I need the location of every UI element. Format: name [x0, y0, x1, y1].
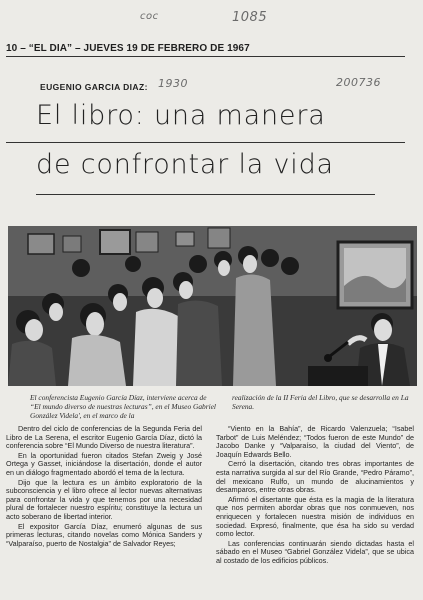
archive-note-number: 1085	[232, 10, 268, 25]
newspaper-header: 10 – “EL DIA” – JUEVES 19 DE FEBRERO DE 1967	[6, 43, 250, 54]
headline-line-1: El libro: una manera	[36, 100, 326, 131]
headline-rule	[6, 142, 405, 143]
archive-note-coc: coc	[140, 11, 159, 22]
article-column-2	[216, 425, 414, 566]
conference-photo-illustration	[8, 226, 417, 386]
photo-caption-right: realización de la II Feria del Libro, que se desarrolla en La Serena.	[232, 393, 409, 411]
article-photo	[8, 226, 417, 386]
paragraph: Afirmó el disertante que ésta es la magia de la literatura que nos permiten abordar obras que nos conmueven, nos enriquecen y fortalecen nuestra misión de individuos en sociedad. Expresó, finalmente, que ésa ha sido su verdad como lector.	[216, 494, 414, 539]
paragraph: “Viento en la Bahía”, de Ricardo Valenzuela; “Isabel Tarbot” de Luis Meléndez; “Todos fueron de este Mundo” de Jacobo Danke y “Valparaíso, la ciudad del Viento”, de Joaquín Edwards Bello.	[216, 424, 414, 459]
archive-note-year: 1930	[158, 77, 188, 90]
archive-note-catalog: 200736	[336, 76, 381, 89]
article-byline: EUGENIO GARCIA DIAZ:	[40, 82, 148, 92]
headline-underline	[36, 194, 375, 195]
paragraph: En la oportunidad fueron citados Stefan Zweig y José Ortega y Gasset, iniciándose la disertación, donde el autor en un diálogo fragmentado abordó el tema de la lectura.	[6, 450, 202, 477]
paragraph: Las conferencias continuarán siendo dictadas hasta el sábado en el Museo “Gabriel González Videla”, que se ubica al costado de los edificios públicos.	[216, 538, 414, 565]
paragraph: Cerró la disertación, citando tres obras importantes de esta narrativa surgida al sur del Río Grande, “Pedro Páramo”, del mexicano Rulfo, un mundo de alucinamientos y desamparos, entre otras obras.	[216, 459, 414, 495]
headline-line-2: de confrontar la vida	[36, 149, 334, 180]
paragraph: El expositor García Díaz, enumeró algunas de sus primeras lecturas, citando novelas como Mónica Sanders y “Valparaíso, puerto de Nostalgia” de Salvador Reyes;	[6, 521, 202, 548]
photo-caption-left: El conferencista Eugenio García Díaz, interviene acerca de “El mundo diverso de nuestras lecturas”, en el Museo Gabriel González Videla', en el marco de la	[30, 393, 216, 420]
header-rule	[6, 56, 405, 57]
paragraph: Dentro del ciclo de conferencias de la Segunda Feria del Libro de La Serena, el escritor Eugenio García Díaz, dictó la conferencia sobre “El Mundo Diverso de nuestra literatura”.	[6, 424, 202, 451]
paragraph: Dijo que la lectura es un ámbito exploratorio de la subconsciencia y el libro ofrece al lector nuevas alternativas para confrontar la vida y que tenemos por una necesidad plural de fortalecer nuestro espíritu; constituye la lectura un acto soberano de libertad interior.	[6, 477, 202, 521]
article-column-1	[6, 425, 202, 548]
